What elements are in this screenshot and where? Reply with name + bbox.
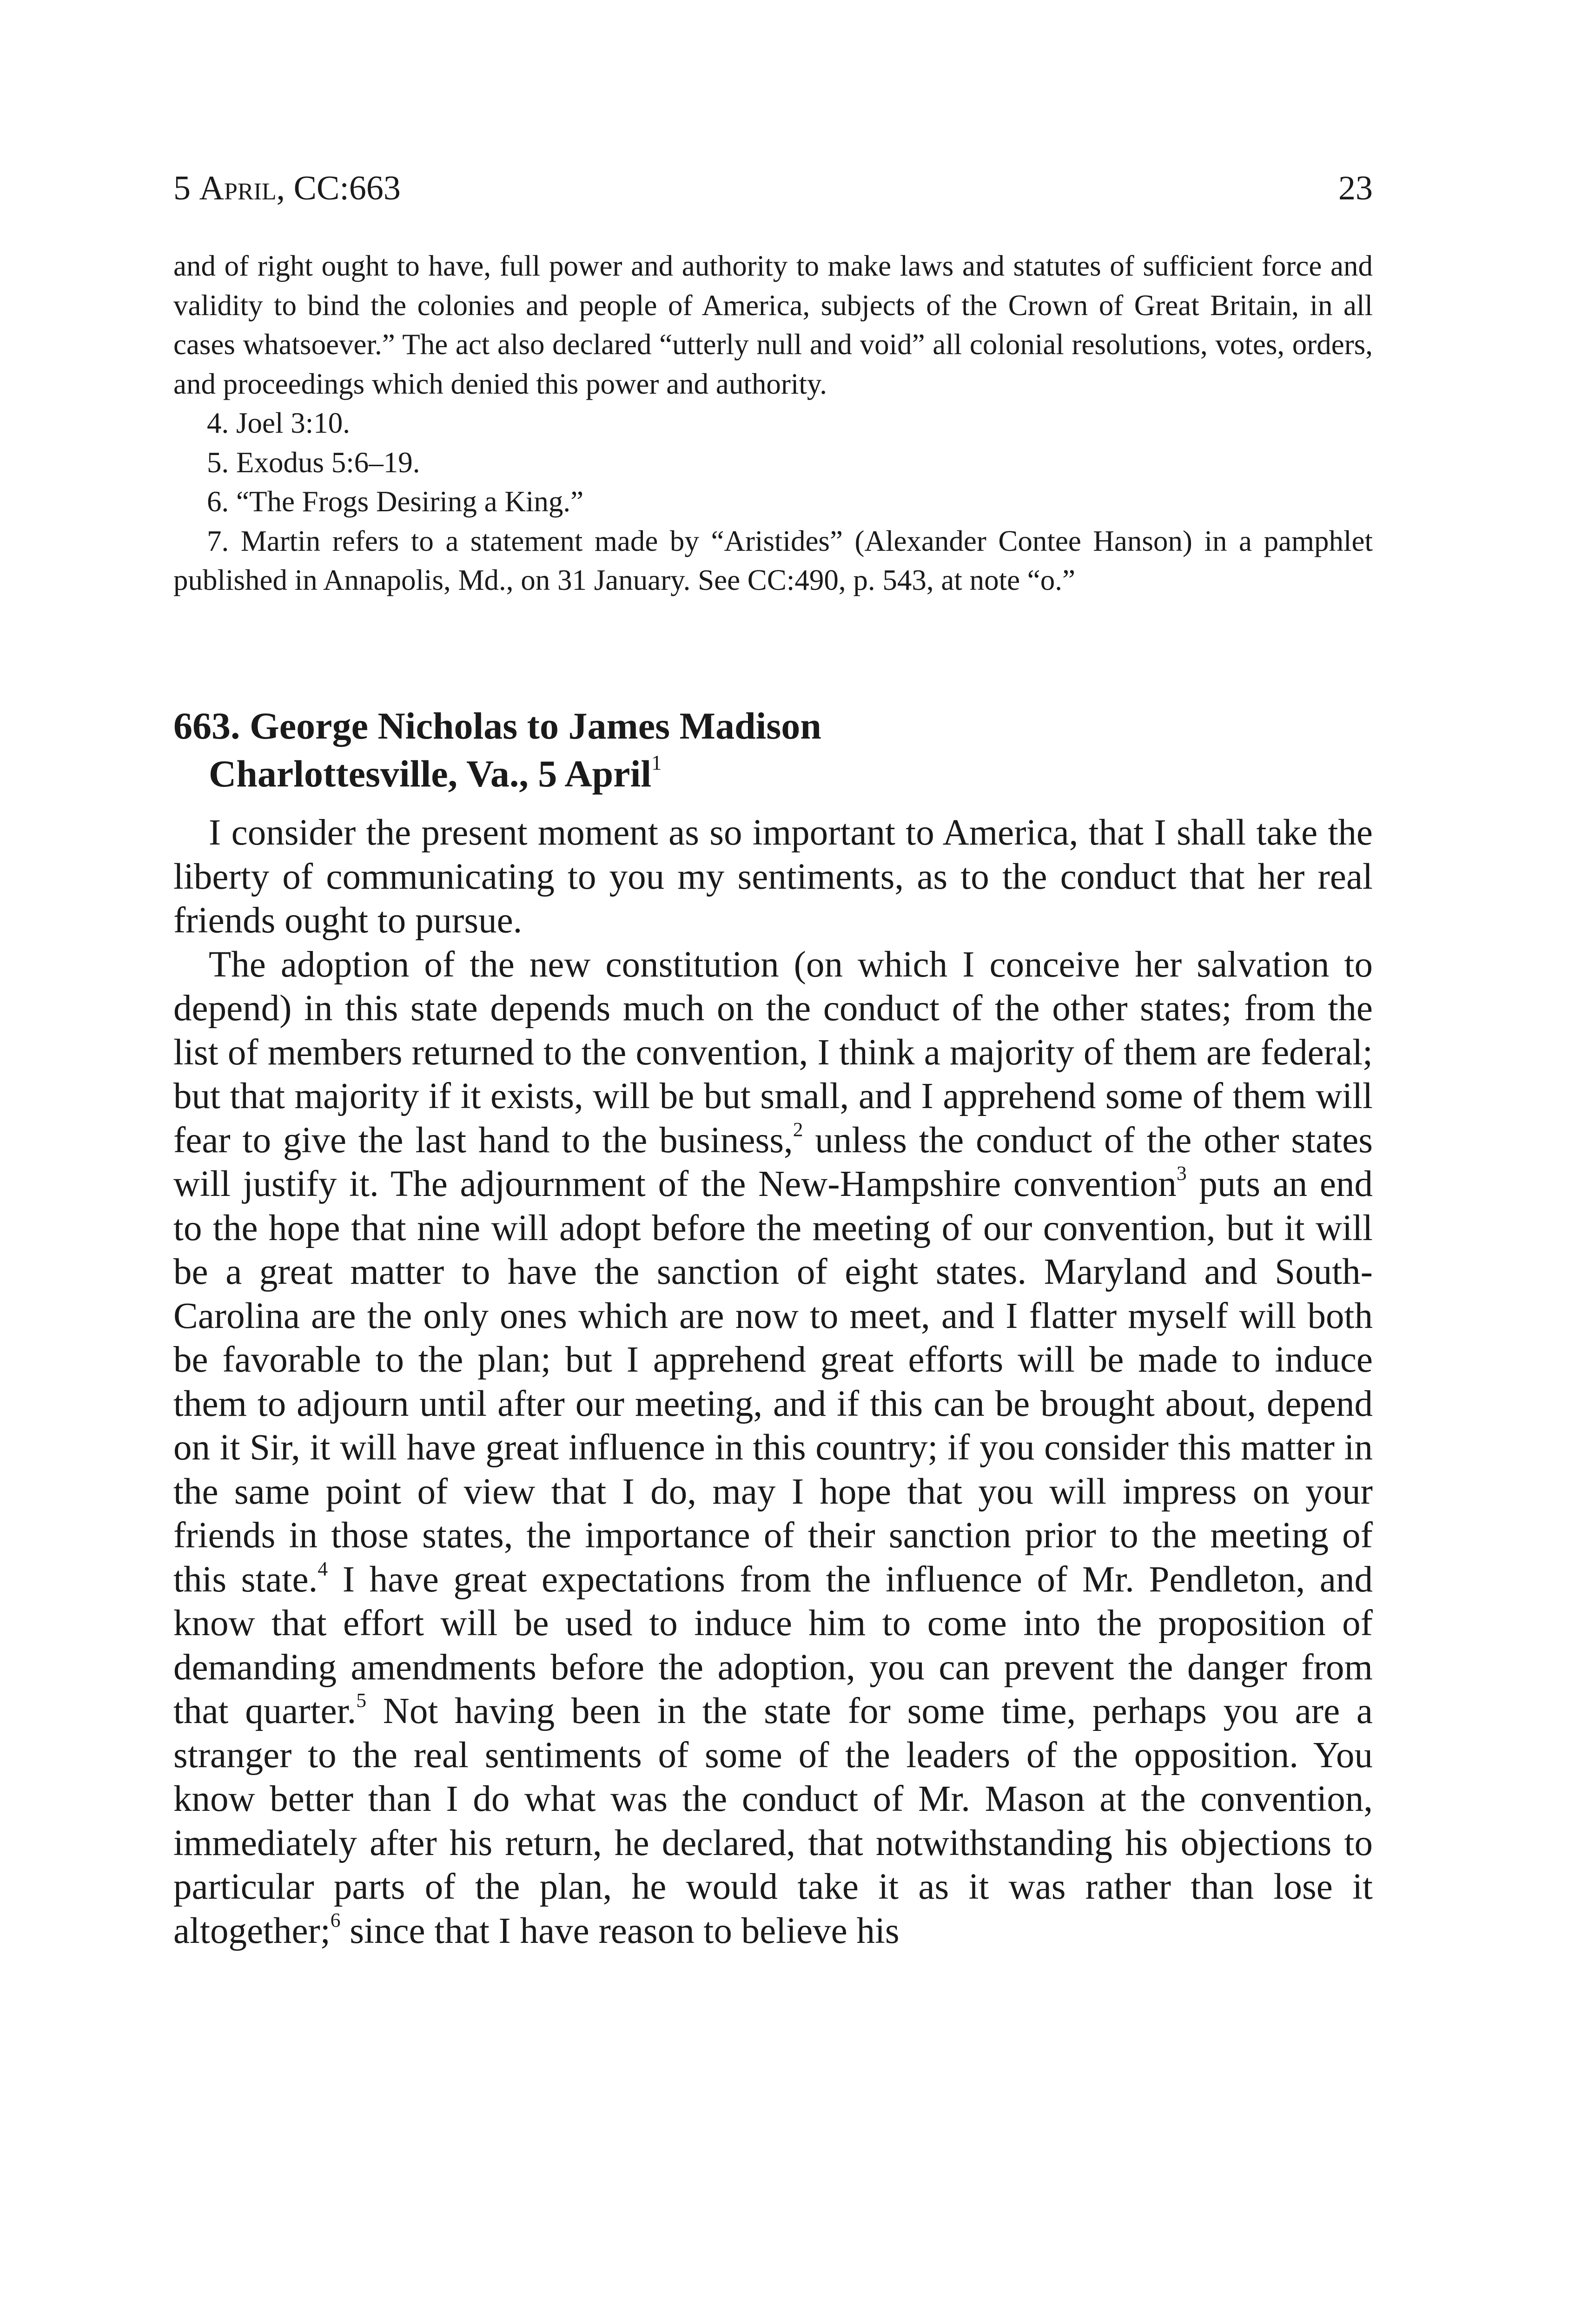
footnote-ref: 2 <box>793 1118 803 1141</box>
note-continuation: and of right ought to have, full power and authority to make laws and statutes of sufficient force and validity to bind the colonies and people of America, subjects of the Crown of Great Britain, in all cases whatsoever.” The act also declared “utterly null and void” all colonial resolutions, votes, orders, and proceedings which denied this power and authority. <box>173 250 1373 400</box>
footnote-ref: 4 <box>318 1557 328 1580</box>
document-place-date: Charlottesville, Va., 5 April$^1$ <box>209 751 662 795</box>
footnote-ref: 6 <box>330 1908 341 1931</box>
footnote-ref: 1 <box>651 751 662 774</box>
footnote: 7. Martin refers to a statement made by “Aristides” (Alexander Contee Hanson) in a pamphlet published in Annapolis, Md., on 31 January. See CC:490, p. 543, at note “o.” <box>173 524 1373 596</box>
page-number: 23 <box>1338 169 1373 207</box>
document-heading <box>173 702 1373 798</box>
running-header <box>173 163 1373 214</box>
paragraph: I consider the present moment as so important to America, that I shall take the liberty of communicating to you my sentiments, as to the conduct that her real friends ought to pursue. <box>173 812 1373 941</box>
footnote-ref: 3 <box>1176 1162 1187 1185</box>
footnote: 4. Joel 3:10. <box>207 407 350 439</box>
previous-document-notes <box>173 246 1373 600</box>
document-title: 663. George Nicholas to James Madison <box>173 705 821 747</box>
header-month: April <box>199 169 277 207</box>
letter-body <box>173 811 1373 1953</box>
footnote-ref: 5 <box>356 1689 367 1712</box>
footnote: 5. Exodus 5:6–19. <box>207 446 420 479</box>
footnote: 6. “The Frogs Desiring a King.” <box>207 485 584 518</box>
paragraph: The adoption of the new constitution (on which I conceive her salvation to depend) in this state depends much on the conduct of the other states; from the list of members returned to the convention, I think a majority of them are federal; but that majority if it exists, will be but small, and I apprehend some of them will fear to give the last hand to the business,$^2$ unless the conduct of the other states will justify it. The adjournment of the New-Hampshire convention$^3$ puts an end to the hope that nine will adopt before the meeting of our convention, but it will be a great matter to have the sanction of eight states. Maryland and South-Carolina are the only ones which are now to meet, and I flatter myself will both be favorable to the plan; but I apprehend great efforts will be made to induce them to adjourn until after our meeting, and if this can be brought about, depend on it Sir, it will have great influence in this country; if you consider this matter in the same point of view that I do, may I hope that you will impress on your friends in those states, the importance of their sanction prior to the meeting of this state.$^4$ I have great expectations from the influence of Mr. Pendleton, and know that effort will be used to induce him to come into the proposition of demanding amendments before the adoption, you can prevent the danger from that quarter.$^5$ Not having been in the state for some time, perhaps you are a stranger to the real sentiments of some of the leaders of the opposition. You know better than I do what was the conduct of Mr. Mason at the convention, immediately after his return, he declared, that notwithstanding his objections to particular parts of the plan, he would take it as it was rather than lose it altogether;$^6$ since that I have reason to believe his <box>173 944 1373 1951</box>
header-date-ref: 5 April, CC:663 <box>173 169 401 207</box>
